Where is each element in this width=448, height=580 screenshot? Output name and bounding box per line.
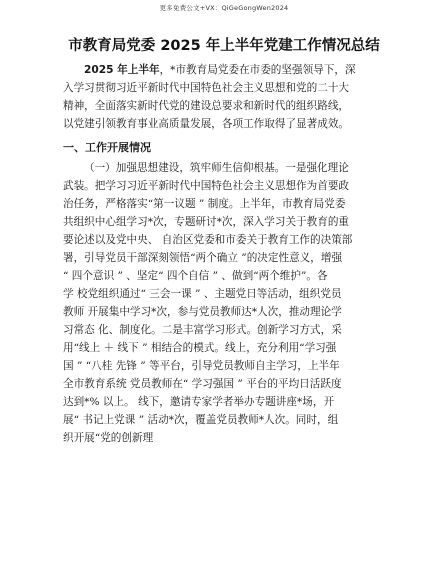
intro-line — [63, 115, 389, 133]
intro-line — [63, 61, 389, 79]
document-title: 市教育局党委 2025 年上半年党建工作情况总结 — [68, 38, 380, 54]
section-paragraph — [63, 159, 389, 447]
intro-line — [63, 79, 389, 97]
paragraph-line: 教师 开展集中学习*次，参与党员教师达*人次，推动理论学 — [63, 306, 342, 318]
paragraph-line: 习常态 化、制度化。二是丰富学习形式。创新学习方式，采 — [63, 324, 342, 336]
text-run: 2025 年上半年 — [84, 64, 160, 76]
text-run: ，*市教育局党委在市委的坚强领导下，深 — [159, 64, 356, 76]
paragraph-line: 织开展“党的创新理 — [63, 432, 154, 444]
paragraph-line: 要论述以及党中央、 自治区党委和市委关于教育工作的决策部 — [63, 234, 353, 246]
paragraph-line: 武装。把学习习近平新时代中国特色社会主义思想作为首要政 — [63, 180, 350, 192]
paragraph-line: 国 ” “八桂 先锋 ” 等平台，引导党员教师自主学习，上半年 — [63, 360, 340, 372]
intro-line — [63, 97, 389, 115]
paragraph-line: 学 校党组织通过“ 三会一课 ” 、主题党日等活动，组织党员 — [63, 288, 342, 300]
paragraph-line: 共组织中心组学习*次，专题研讨*次，深入学习关于教育的重 — [63, 216, 350, 228]
paragraph-line: “ 四个意识 ” 、坚定“ 四个自信 ” 、做到“两个维护”。各 — [63, 270, 328, 282]
paragraph-line: （一）加强思想建设，筑牢师生信仰根基。一是强化理论 — [84, 162, 349, 174]
paragraph-line: 达到*% 以上。 线下，邀请专家学者举办专题讲座*场，开 — [63, 396, 335, 408]
paragraph-line: 署，引导党员干部深刻领悟“两个确立 ”的决定性意义，增强 — [63, 252, 343, 264]
paragraph-line: 用“线上 ＋ 线下 ” 相结合的模式。线上，充分利用“学习强 — [63, 342, 337, 354]
header-watermark: 更多免费公文+VX：QiGeGongWen2024 — [159, 4, 289, 12]
text-run: 入学习贯彻习近平新时代中国特色社会主义思想和党的二十大 — [63, 82, 350, 94]
document-body — [63, 61, 389, 447]
text-run: 以党建引领教育事业高质量发展，各项工作取得了显著成效。 — [63, 118, 350, 130]
text-run: 精神，全面落实新时代党的建设总要求和新时代的组织路线， — [63, 100, 350, 112]
paragraph-line: 展“ 书记上党课 ” 活动*次，覆盖党员教师*人次。同时，组 — [63, 414, 339, 426]
paragraph-line: 全市教育系统 党员教师在“ 学习强国 ” 平台的平均日活跃度 — [63, 378, 342, 390]
section-heading: 一、工作开展情况 — [63, 141, 151, 154]
intro-paragraph — [63, 61, 389, 133]
paragraph-line: 治任务，严格落实“第一议题 ” 制度。上半年，市教育局党委 — [63, 198, 346, 210]
